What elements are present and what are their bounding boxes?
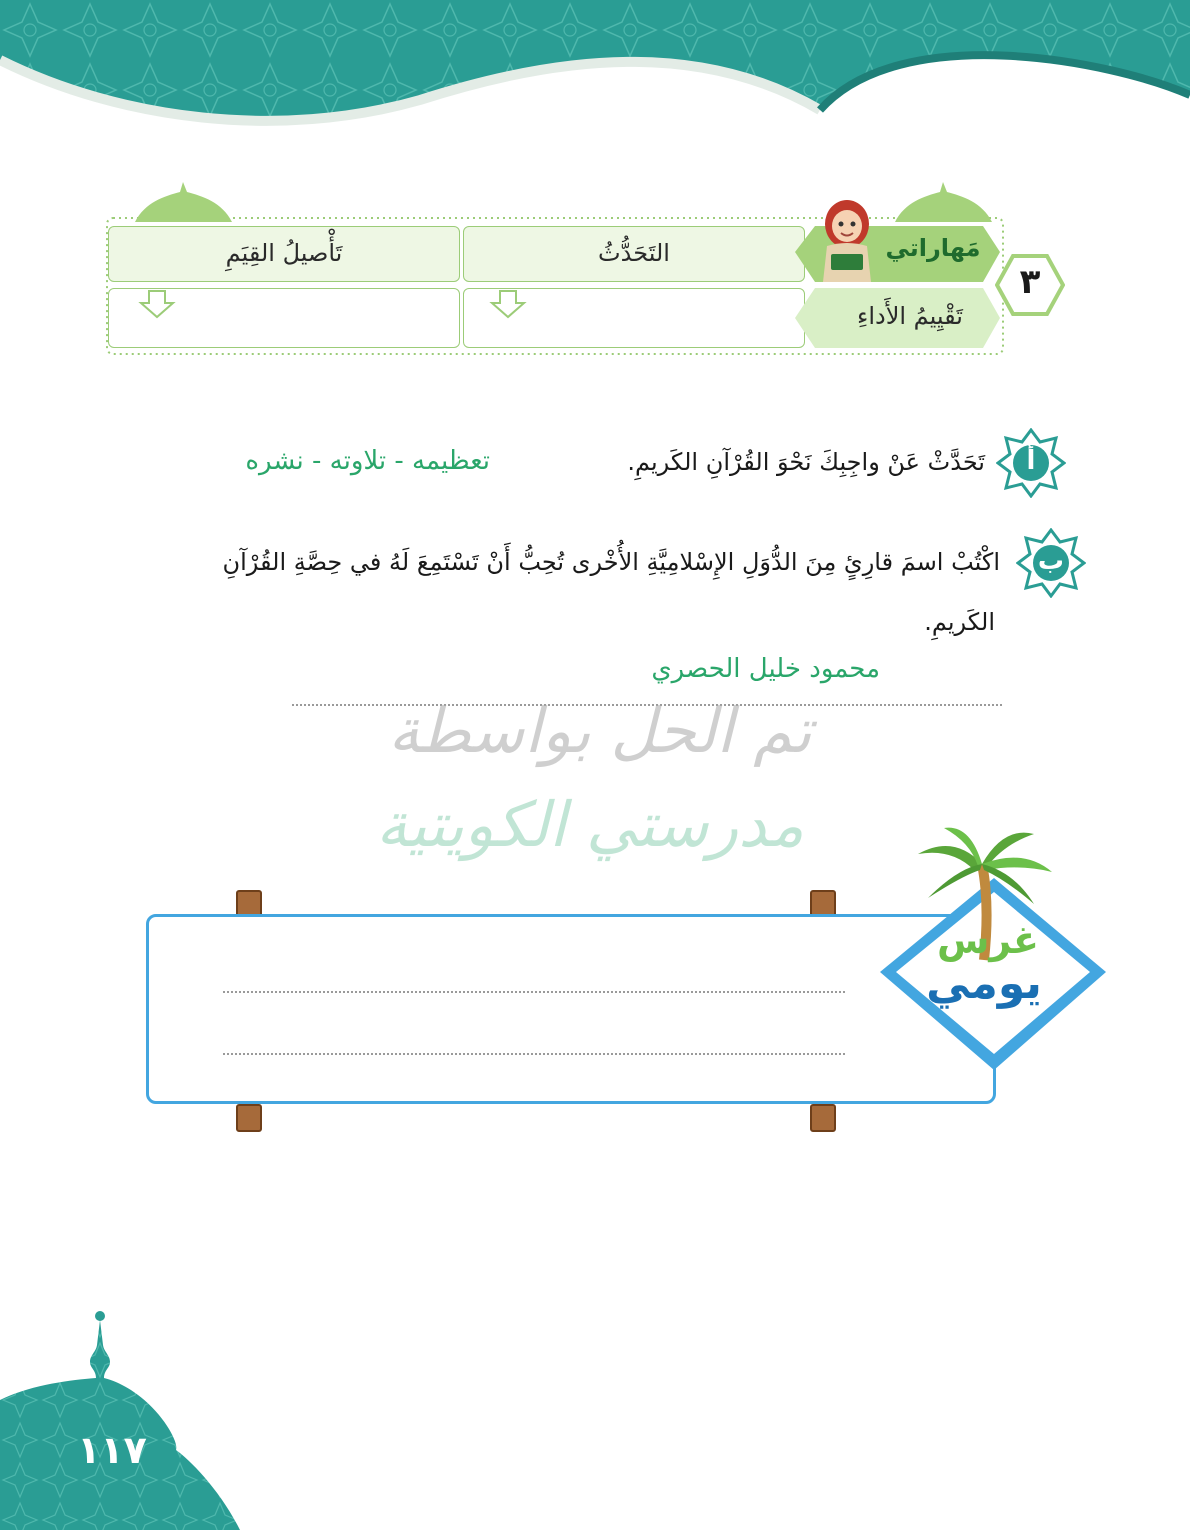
watermark-line2: مدرستي الكويتية	[375, 788, 805, 861]
question-a-text: تَحَدَّثْ عَنْ واجِبِكَ نَحْوَ القُرْآنِ الكَريمِ.	[627, 448, 985, 476]
daily-board	[146, 914, 996, 1104]
girl-reading-icon	[817, 196, 877, 286]
question-a-answer: تعظيمه - تلاوته - نشره	[245, 446, 490, 476]
board-line-1[interactable]	[223, 989, 845, 993]
board-post	[810, 1104, 836, 1132]
bottom-dome-decoration	[0, 1300, 240, 1530]
question-b-answer: محمود خليل الحصري	[651, 654, 880, 684]
evaluation-box-speaking[interactable]	[463, 288, 805, 348]
board-post	[236, 1104, 262, 1132]
question-b-text-line1: اكْتُبْ اسمَ قارِئٍ مِنَ الدُّوَلِ الإِسْلامِيَّةِ الأُخْرى تُحِبُّ أَنْ تَسْتَمِعَ لَهُ في حِصَّةِ القُرْآنِ	[222, 548, 1000, 576]
page-number: ١١٧	[77, 1428, 147, 1472]
skill-title-speaking: التَحَدُّثُ	[598, 239, 670, 267]
skill-cell-speaking	[463, 226, 805, 282]
down-arrow-icon	[488, 289, 528, 319]
down-arrow-icon	[137, 289, 177, 319]
question-b-text-line2: الكَريمِ.	[924, 608, 995, 636]
watermark-line1: تم الحل بواسطة	[388, 694, 812, 767]
daily-word-1: غرس	[936, 918, 1040, 962]
skill-title-values: تَأْصيلُ القِيَمِ	[225, 239, 343, 267]
skills-label: مَهاراتي	[885, 234, 981, 262]
board-line-2[interactable]	[223, 1051, 845, 1055]
top-decorative-band	[0, 0, 1190, 160]
skills-header	[105, 182, 1005, 357]
question-a-letter: أ	[1026, 446, 1036, 476]
daily-word-2: يومي	[926, 958, 1042, 1009]
evaluation-box-values[interactable]	[108, 288, 460, 348]
evaluation-label: تَقْيِيمُ الأَداءِ	[857, 302, 963, 330]
section-number: ٣	[1019, 262, 1041, 302]
skill-cell-values	[108, 226, 460, 282]
question-b-letter: ب	[1037, 546, 1065, 576]
